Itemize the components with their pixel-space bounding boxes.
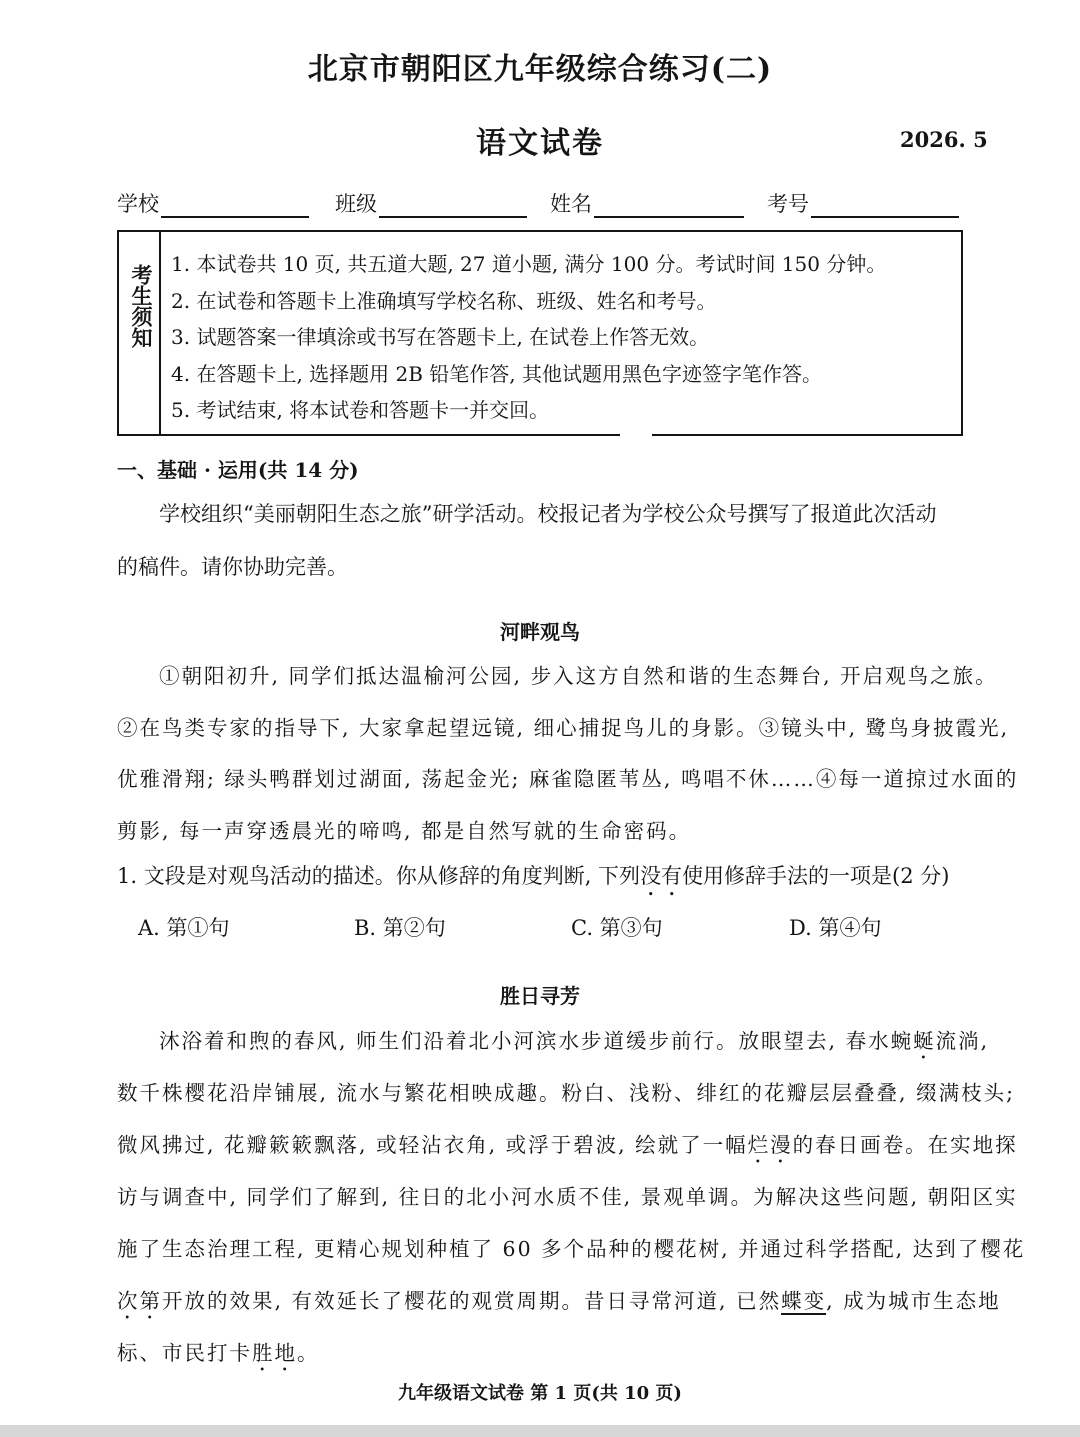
- school-field[interactable]: [117, 188, 309, 218]
- article-line: [117, 1119, 1018, 1171]
- page-footer: 九年级语文试卷 第 1 页(共 10 页): [398, 1383, 682, 1404]
- text-run: 开放的效果, 有效延长了樱花的观赏周期。昔日寻常河道, 已然: [162, 1289, 782, 1313]
- box-border-gap: [620, 434, 652, 438]
- article-line: [117, 1275, 1001, 1327]
- candidate-notice-box: [117, 230, 963, 436]
- notice-item: 3. 试题答案一律填涂或书写在答题卡上, 在试卷上作答无效。: [171, 325, 710, 349]
- article-line: 优雅滑翔; 绿头鸭群划过湖面, 荡起金光; 麻雀隐匿苇丛, 鸣唱不休……④每一道掠过水面的: [117, 767, 1019, 791]
- question-text: 使用修辞手法的一项是(2 分): [682, 864, 950, 888]
- name-field[interactable]: [550, 188, 744, 218]
- notice-label: 考生须知: [129, 264, 154, 348]
- text-run: 流淌,: [935, 1029, 990, 1053]
- emphasized-word: 胜地: [252, 1341, 297, 1365]
- school-blank[interactable]: [161, 192, 309, 218]
- article-line: 施了生态治理工程, 更精心规划种植了 60 多个品种的樱花树, 并通过科学搭配, 达到了樱花: [117, 1237, 1026, 1261]
- article-line: ②在鸟类专家的指导下, 大家拿起望远镜, 细心捕捉鸟儿的身影。③镜头中, 鹭鸟身披霞光,: [117, 715, 1010, 740]
- text-run: 沐浴着和煦的春风, 师生们沿着北小河滨水步道缓步前行。放眼望去, 春水蜿: [159, 1029, 914, 1053]
- text-run: 。: [297, 1341, 320, 1365]
- notice-label-cell: [119, 232, 161, 434]
- article-line: [117, 1015, 990, 1067]
- exam-no-blank[interactable]: [811, 192, 959, 218]
- emphasized-word: 烂漫: [747, 1133, 793, 1157]
- notice-item: 1. 本试卷共 10 页, 共五道大题, 27 道小题, 满分 100 分。考试时间 150 分钟。: [171, 252, 887, 276]
- section-intro: [117, 488, 967, 594]
- intro-line: 学校组织“美丽朝阳生态之旅”研学活动。校报记者为学校公众号撰写了报道此次活动: [159, 502, 937, 526]
- paper-subtitle: 语文试卷: [476, 126, 604, 161]
- section-heading: 一、基础 · 运用(共 14 分): [117, 458, 359, 482]
- name-blank[interactable]: [594, 192, 744, 218]
- text-run: 微风拂过, 花瓣簌簌飘落, 或轻沾衣角, 或浮于碧波, 绘就了一幅: [117, 1133, 748, 1157]
- notice-item: 4. 在答题卡上, 选择题用 2B 铅笔作答, 其他试题用黑色字迹签字笔作答。: [171, 361, 823, 386]
- notice-item: 5. 考试结束, 将本试卷和答题卡一并交回。: [171, 398, 550, 422]
- class-blank[interactable]: [379, 192, 527, 218]
- article-spring-flowers: [117, 1015, 1026, 1379]
- article-line: 访与调查中, 同学们了解到, 往日的北小河水质不佳, 景观单调。为解决这些问题, 朝阳区实: [117, 1185, 1018, 1209]
- emphasized-word: 次第: [117, 1289, 162, 1313]
- article-line: [117, 1327, 967, 1379]
- article-line: ①朝阳初升, 同学们抵达温榆河公园, 步入这方自然和谐的生态舞台, 开启观鸟之旅。: [159, 664, 998, 688]
- option-b[interactable]: B. 第②句: [354, 916, 446, 940]
- question-text: 1. 文段是对观鸟活动的描述。你从修辞的角度判断, 下列: [117, 864, 641, 888]
- exam-no-label: 考号: [767, 192, 809, 216]
- exam-date: 2026. 5: [900, 127, 988, 152]
- option-d[interactable]: D. 第④句: [789, 916, 882, 940]
- article-line: 数千株樱花沿岸铺展, 流水与繁花相映成趣。粉白、浅粉、绯红的花瓣层层叠叠, 缀满枝头;: [117, 1081, 1015, 1105]
- exam-title: 北京市朝阳区九年级综合练习(二): [307, 52, 773, 87]
- underlined-word: 蝶变: [781, 1289, 827, 1313]
- intro-line: 的稿件。请你协助完善。: [117, 555, 348, 579]
- student-info-row: [117, 188, 967, 218]
- emphasized-word: 蜒: [913, 1029, 936, 1053]
- option-a[interactable]: A. 第①句: [138, 916, 230, 940]
- emphasized-word: 没有: [640, 864, 683, 888]
- bottom-strip: [0, 1425, 1080, 1437]
- notice-item: 2. 在试卷和答题卡上准确填写学校名称、班级、姓名和考号。: [171, 288, 717, 313]
- name-label: 姓名: [550, 192, 592, 216]
- school-label: 学校: [117, 192, 159, 216]
- article-line: 剪影, 每一声穿透晨光的啼鸣, 都是自然写就的生命密码。: [117, 818, 692, 843]
- article-bird-watching: [117, 651, 1019, 857]
- class-label: 班级: [335, 192, 377, 216]
- article-title-spring-flowers: 胜日寻芳: [500, 984, 580, 1008]
- notice-list: [171, 246, 951, 429]
- text-run: 标、市民打卡: [117, 1341, 252, 1365]
- text-run: , 成为城市生态地: [826, 1289, 1001, 1313]
- text-run: 的春日画卷。在实地探: [792, 1133, 1018, 1157]
- class-field[interactable]: [335, 188, 527, 218]
- option-c[interactable]: C. 第③句: [571, 916, 663, 940]
- article-title-bird-watching: 河畔观鸟: [500, 620, 580, 644]
- exam-no-field[interactable]: [767, 188, 959, 218]
- question-1: [117, 860, 977, 901]
